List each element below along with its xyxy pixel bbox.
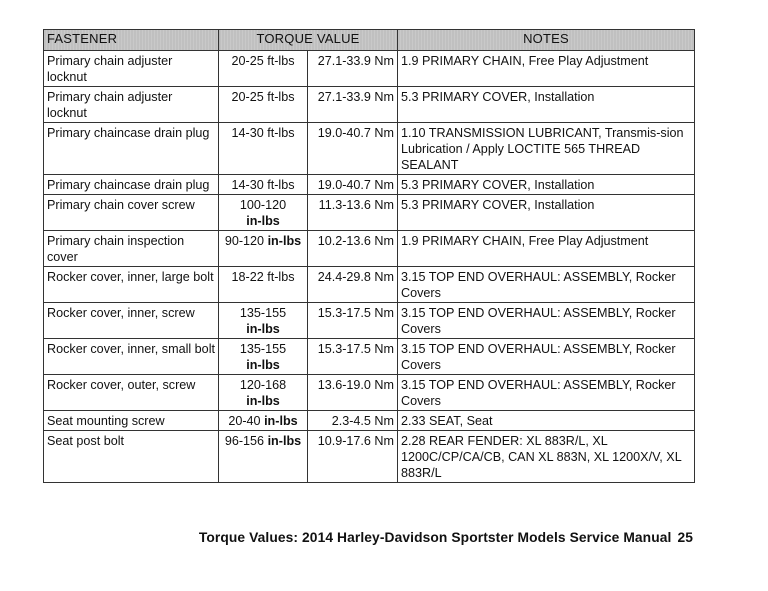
table-row (44, 231, 695, 267)
notes-cell: 3.15 TOP END OVERHAUL: ASSEMBLY, Rocker Covers (398, 339, 695, 375)
torque-ftlbs-cell: 14-30 ft-lbs (219, 123, 308, 175)
fastener-cell: Primary chain adjuster locknut (44, 51, 219, 87)
torque-unit: in-lbs (267, 434, 302, 448)
fastener-cell: Rocker cover, inner, screw (44, 303, 219, 339)
table-row (44, 411, 695, 431)
torque-table (43, 29, 695, 483)
torque-range: 100-120 (239, 198, 287, 212)
table-row (44, 123, 695, 175)
torque-ftlbs-cell: 14-30 ft-lbs (219, 175, 308, 195)
table-row (44, 339, 695, 375)
table-row (44, 431, 695, 483)
table-row (44, 375, 695, 411)
fastener-cell: Primary chaincase drain plug (44, 123, 219, 175)
fastener-cell: Rocker cover, inner, small bolt (44, 339, 219, 375)
table-row (44, 303, 695, 339)
notes-cell: 3.15 TOP END OVERHAUL: ASSEMBLY, Rocker Covers (398, 375, 695, 411)
notes-cell: 5.3 PRIMARY COVER, Installation (398, 195, 695, 231)
torque-nm-cell: 11.3-13.6 Nm (308, 195, 398, 231)
torque-ftlbs-cell: 18-22 ft-lbs (219, 267, 308, 303)
torque-nm-cell: 24.4-29.8 Nm (308, 267, 398, 303)
torque-inlbs-cell (219, 303, 308, 339)
torque-nm-cell: 19.0-40.7 Nm (308, 123, 398, 175)
torque-nm-cell: 27.1-33.9 Nm (308, 51, 398, 87)
torque-unit: in-lbs (246, 322, 280, 336)
header-torque-value: TORQUE VALUE (219, 30, 398, 51)
torque-range: 135-155 (239, 342, 287, 356)
torque-inlbs-cell (219, 231, 308, 267)
torque-inlbs-cell (219, 375, 308, 411)
table-row (44, 51, 695, 87)
notes-cell: 3.15 TOP END OVERHAUL: ASSEMBLY, Rocker Covers (398, 303, 695, 339)
fastener-cell: Rocker cover, inner, large bolt (44, 267, 219, 303)
notes-cell: 5.3 PRIMARY COVER, Installation (398, 87, 695, 123)
torque-range: 135-155 (239, 306, 287, 320)
torque-range: 120-168 (239, 378, 287, 392)
torque-ftlbs-cell: 20-25 ft-lbs (219, 87, 308, 123)
torque-nm-cell: 19.0-40.7 Nm (308, 175, 398, 195)
table-row (44, 195, 695, 231)
table-row (44, 267, 695, 303)
footer-title: Torque Values: 2014 Harley-Davidson Sportster Models Service Manual (198, 530, 672, 545)
notes-cell: 2.33 SEAT, Seat (398, 411, 695, 431)
torque-range: 96-156 (224, 434, 265, 448)
torque-inlbs-cell (219, 339, 308, 375)
torque-nm-cell: 15.3-17.5 Nm (308, 339, 398, 375)
fastener-cell: Primary chain cover screw (44, 195, 219, 231)
notes-cell: 2.28 REAR FENDER: XL 883R/L, XL 1200C/CP/CA/CB, CAN XL 883N, XL 1200X/V, XL 883R/L (398, 431, 695, 483)
page-footer (190, 530, 693, 545)
torque-ftlbs-cell: 20-25 ft-lbs (219, 51, 308, 87)
torque-inlbs-cell (219, 411, 308, 431)
header-notes: NOTES (398, 30, 695, 51)
notes-cell: 3.15 TOP END OVERHAUL: ASSEMBLY, Rocker Covers (398, 267, 695, 303)
torque-unit: in-lbs (267, 234, 302, 248)
torque-nm-cell: 15.3-17.5 Nm (308, 303, 398, 339)
torque-nm-cell: 13.6-19.0 Nm (308, 375, 398, 411)
fastener-cell: Primary chaincase drain plug (44, 175, 219, 195)
fastener-cell: Seat mounting screw (44, 411, 219, 431)
torque-nm-cell: 2.3-4.5 Nm (308, 411, 398, 431)
torque-range: 90-120 (224, 234, 265, 248)
notes-cell: 5.3 PRIMARY COVER, Installation (398, 175, 695, 195)
table-header-row (44, 30, 695, 51)
notes-cell: 1.9 PRIMARY CHAIN, Free Play Adjustment (398, 231, 695, 267)
torque-inlbs-cell (219, 431, 308, 483)
fastener-cell: Seat post bolt (44, 431, 219, 483)
torque-inlbs-cell (219, 195, 308, 231)
torque-nm-cell: 27.1-33.9 Nm (308, 87, 398, 123)
torque-nm-cell: 10.9-17.6 Nm (308, 431, 398, 483)
fastener-cell: Primary chain inspection cover (44, 231, 219, 267)
torque-unit: in-lbs (246, 358, 280, 372)
notes-cell: 1.10 TRANSMISSION LUBRICANT, Transmis-sion Lubrication / Apply LOCTITE 565 THREAD SEALANT (398, 123, 695, 175)
torque-unit: in-lbs (246, 394, 280, 408)
table-row (44, 87, 695, 123)
header-fastener: FASTENER (44, 30, 219, 51)
torque-nm-cell: 10.2-13.6 Nm (308, 231, 398, 267)
torque-range: 20-40 (228, 414, 261, 428)
fastener-cell: Primary chain adjuster locknut (44, 87, 219, 123)
notes-cell: 1.9 PRIMARY CHAIN, Free Play Adjustment (398, 51, 695, 87)
torque-unit: in-lbs (246, 214, 280, 228)
table-row (44, 175, 695, 195)
fastener-cell: Rocker cover, outer, screw (44, 375, 219, 411)
page-number: 25 (677, 530, 693, 545)
torque-unit: in-lbs (264, 414, 298, 428)
